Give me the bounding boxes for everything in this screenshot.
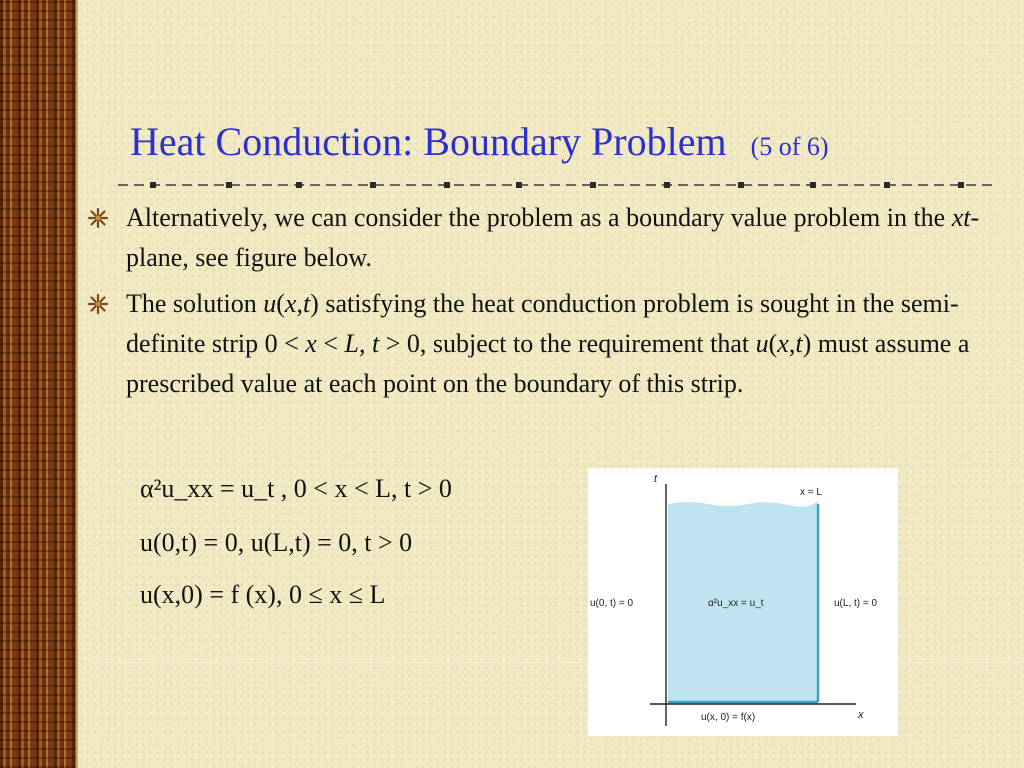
slide-title-sub: (5 of 6) — [750, 132, 829, 161]
equation-boundary: u(0,t) = 0, u(L,t) = 0, t > 0 — [140, 528, 413, 557]
bullet-star-icon — [88, 294, 108, 314]
b2-p9: , — [788, 329, 796, 358]
b2-x3: x — [777, 329, 789, 358]
bottom-boundary-condition: u(x, 0) = f(x) — [701, 712, 756, 723]
equation-heat: α²u_xx = u_t , 0 < x < L, t > 0 — [140, 474, 452, 503]
strip-figure-svg — [588, 468, 898, 736]
slide-title — [130, 118, 829, 165]
bullet-1-em: xt — [951, 203, 971, 232]
b2-p4: ) satisfying the heat conduction problem is sought in the semi-definite strip 0 < — [126, 289, 959, 358]
b2-p7: > 0, subject to the requirement that — [379, 329, 756, 358]
decorative-left-stripe — [0, 0, 76, 768]
bullet-item-2 — [88, 284, 988, 404]
b2-p3: , — [296, 289, 303, 318]
b2-u2: u — [755, 329, 769, 358]
stripe-edge — [76, 0, 78, 768]
right-boundary-label: x = L — [800, 487, 822, 498]
right-boundary-condition: u(L, t) = 0 — [834, 598, 878, 609]
t-axis-label: t — [654, 473, 658, 485]
b2-p6: , — [358, 329, 372, 358]
left-boundary-condition: u(0, t) = 0 — [590, 598, 634, 609]
b2-p10: ) must assume a prescribed value at each point on the boundary of this strip. — [126, 329, 970, 398]
b2-t1: t — [302, 289, 311, 318]
b2-p8: ( — [768, 329, 778, 358]
b2-u1: u — [263, 289, 277, 318]
strip-figure — [588, 468, 898, 736]
b2-t2: t — [371, 329, 380, 358]
b2-p2: ( — [276, 289, 285, 318]
b2-p5: < — [316, 329, 345, 358]
b2-x1: x — [284, 289, 297, 318]
bullet-1-text-b: -plane, see figure below. — [126, 203, 980, 272]
x-axis-label: x — [858, 709, 864, 721]
b2-x2: x — [305, 329, 317, 358]
b2-t3: t — [795, 329, 803, 358]
bullet-star-icon — [88, 208, 108, 228]
bullet-list — [88, 198, 988, 410]
b2-p1: The solution — [126, 289, 264, 318]
slide-title-main: Heat Conduction: Boundary Problem — [130, 119, 727, 164]
bullet-item-1 — [88, 198, 988, 278]
title-divider — [118, 180, 993, 190]
b2-L1: L — [344, 329, 359, 358]
equation-initial: u(x,0) = f (x), 0 ≤ x ≤ L — [140, 580, 386, 609]
bullet-1-text-a: Alternatively, we can consider the problem as a boundary value problem in the — [126, 203, 952, 232]
interior-equation: α²u_xx = u_t — [708, 598, 764, 609]
